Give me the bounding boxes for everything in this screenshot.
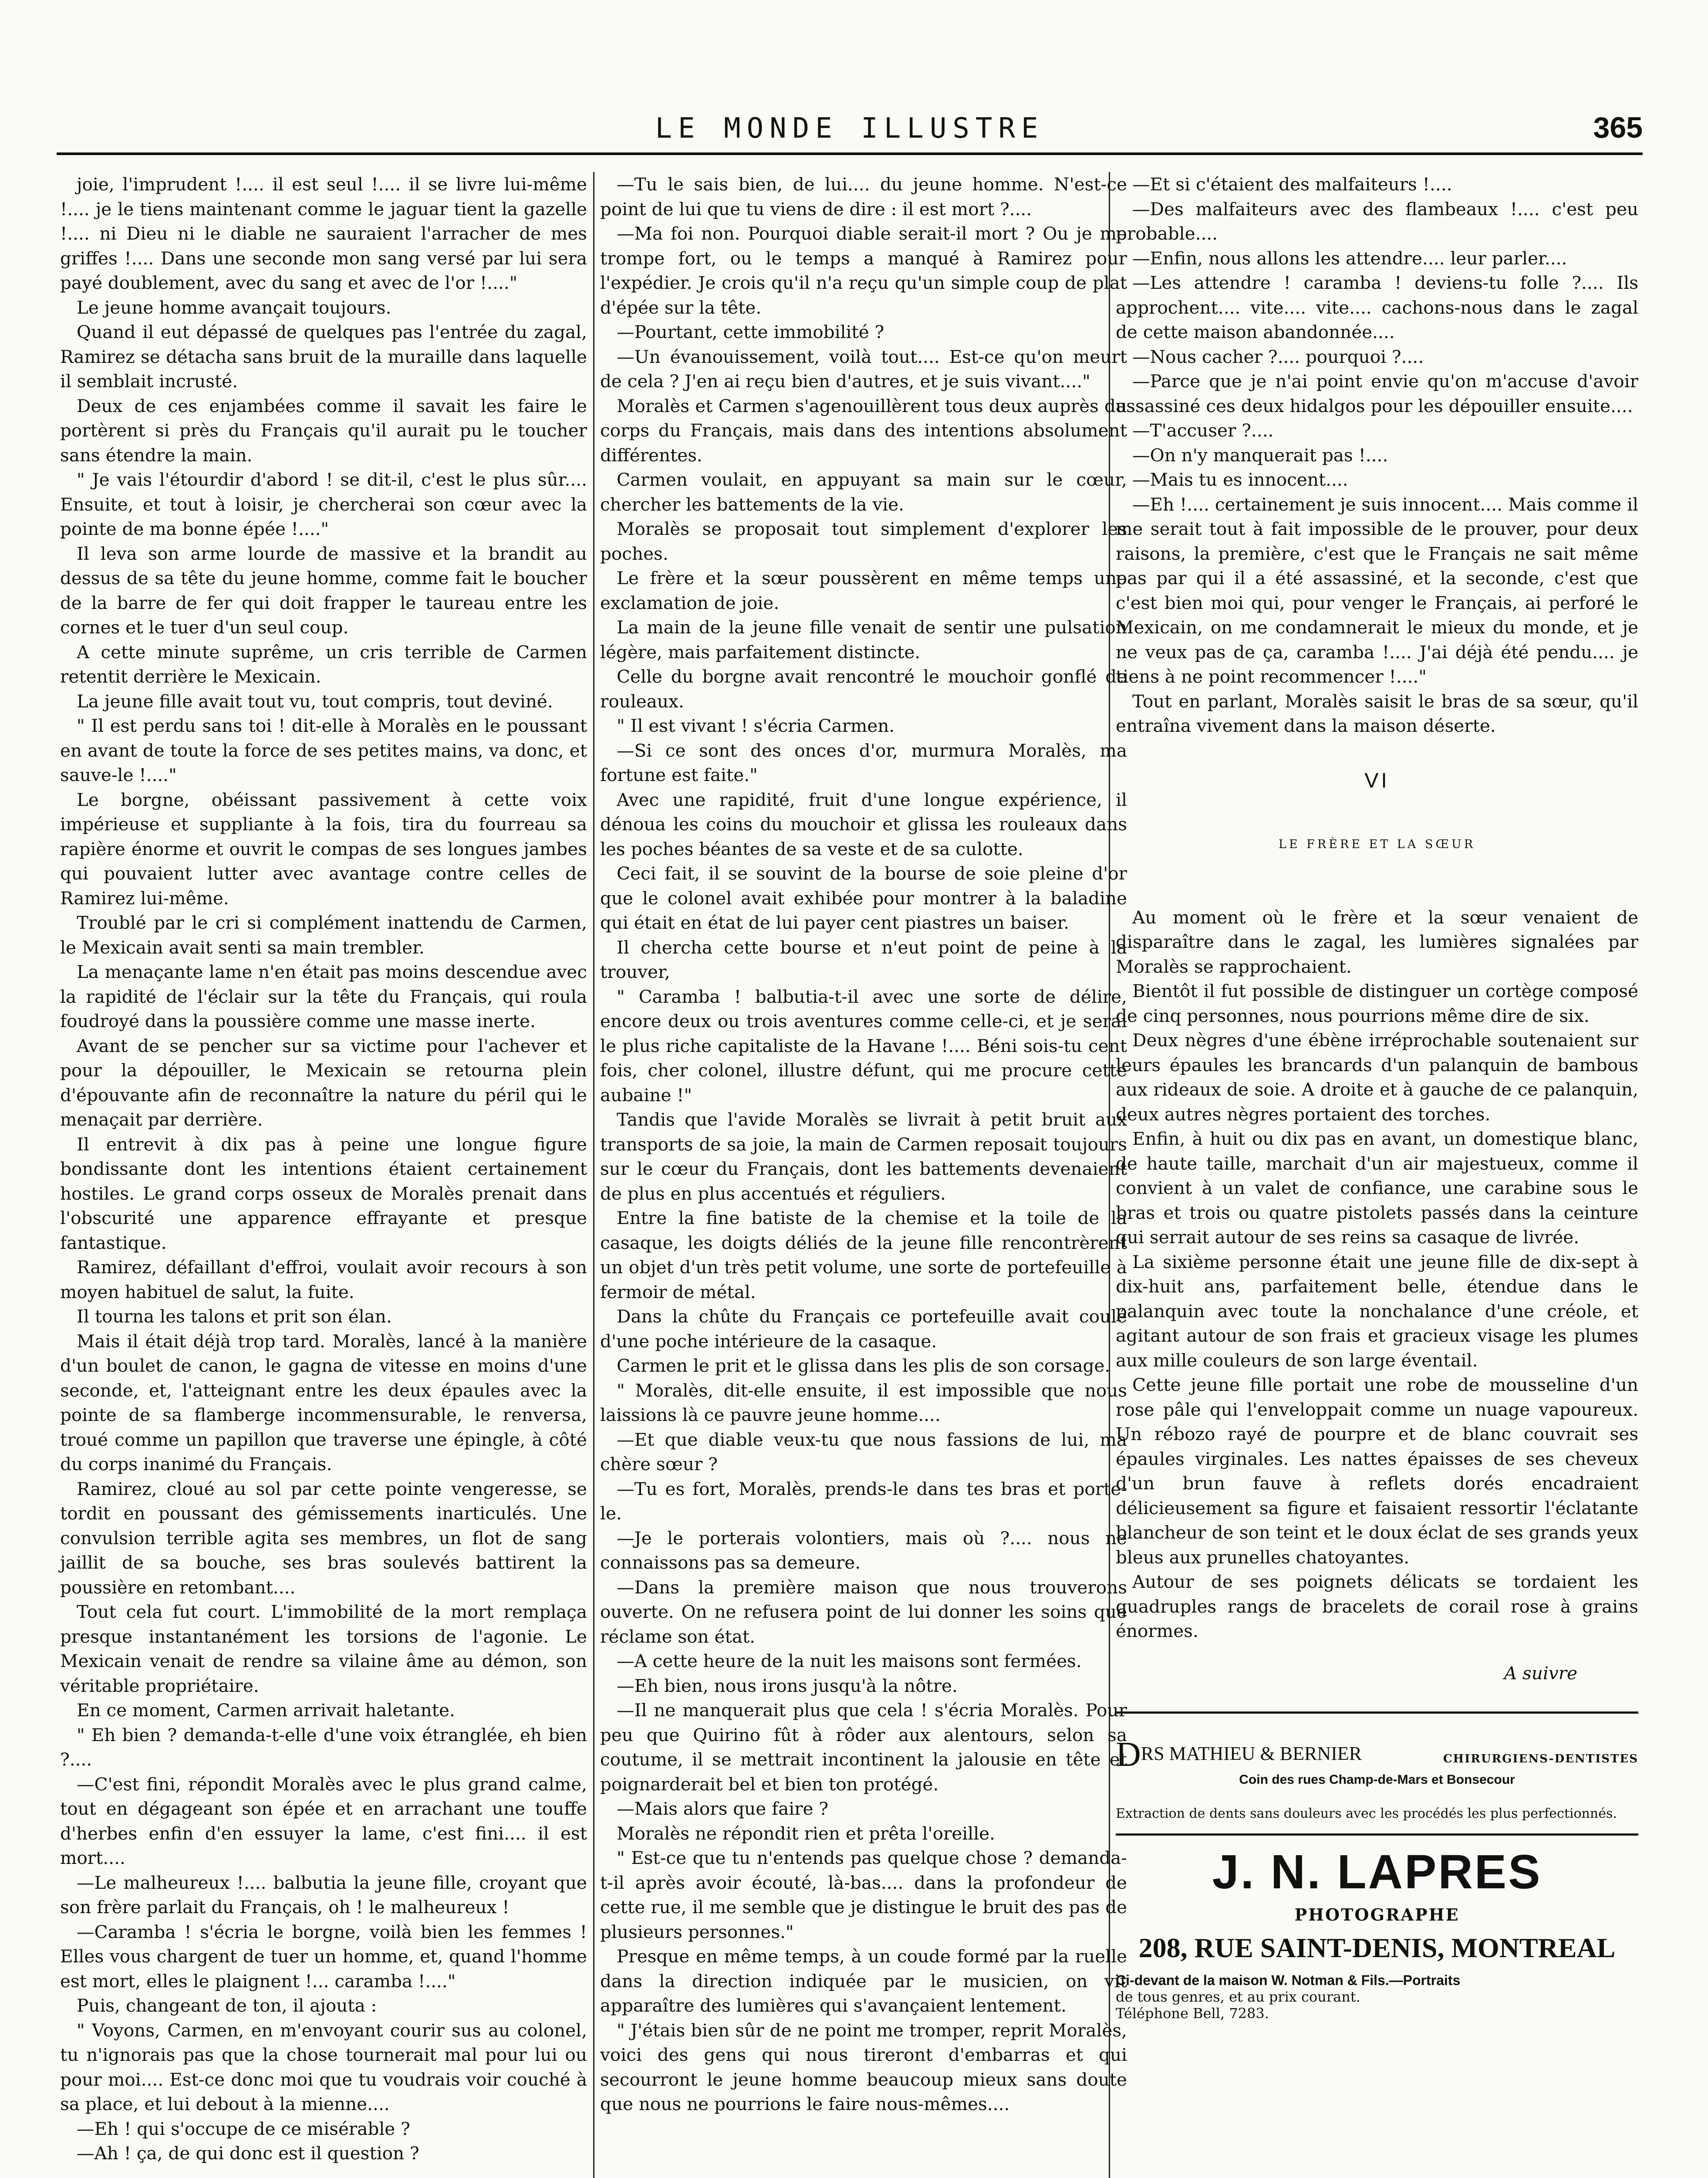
paragraph: Il leva son arme lourde de massive et la brandit au dessus de sa tête du jeune homme, comme fait le boucher de la barre de fer qui doit frapper le taureau entre les cornes et le tuer d'un seul coup. <box>60 543 587 638</box>
paragraph: Enfin, à huit ou dix pas en avant, un domestique blanc, de haute taille, marchait d'un air majestueux, comme il convient à un valet de confiance, une carabine sous le bras et trois ou quatre pistolets passés dans la ceinture qui serrait autour de ses reins sa casaque de livrée. <box>1116 1128 1638 1248</box>
paragraph: Ramirez, cloué au sol par cette pointe vengeresse, se tordit en poussant des gémissements inarticulés. Une convulsion terrible agita ses membres, un flot de sang jaillit de sa bouche, ses bras soulevés battirent la poussière en retombant.... <box>60 1478 587 1598</box>
paragraph: Au moment où le frère et la sœur venaient de disparaître dans le zagal, les lumières signalées par Moralès se rapprochaient. <box>1116 906 1638 977</box>
paragraph: Avant de se pencher sur sa victime pour l'achever et pour la dépouiller, le Mexicain se retourna plein d'épouvante afin de reconnaître la nature du péril qui le menaçait par derrière. <box>60 1035 587 1130</box>
paragraph: —Je le porterais volontiers, mais où ?.... nous ne connaissons pas sa demeure. <box>600 1527 1127 1573</box>
paragraph: —Il ne manquerait plus que cela ! s'écria Moralès. Pour peu que Quirino fût à rôder aux alentours, selon sa coutume, il se mettrait incontinent la jalousie en tête et poignarderait bel et bien ton protégé. <box>600 1700 1127 1795</box>
chapter-title: LE FRÈRE ET LA SŒUR <box>1278 838 1476 851</box>
paragraph: —A cette heure de la nuit les maisons sont fermées. <box>617 1650 1082 1671</box>
paragraph: Troublé par le cri si complément inattendu de Carmen, le Mexicain avait senti sa main trembler. <box>60 912 587 958</box>
paragraph: " Il est vivant ! s'écria Carmen. <box>617 715 895 736</box>
paragraph: Le jeune homme avançait toujours. <box>77 297 392 318</box>
paragraph: —Tu es fort, Moralès, prends-le dans tes bras et porte-le. <box>600 1478 1127 1524</box>
paragraph: —Des malfaiteurs avec des flambeaux !.... c'est peu probable.... <box>1116 198 1638 244</box>
masthead <box>57 105 1643 155</box>
paragraph: " Voyons, Carmen, en m'envoyant courir sus au colonel, tu n'ignorais pas que la chose tournerait mal pour lui ou pour moi.... Est-ce donc moi que tu voudrais voir couché à sa place, et lui debout à la mienne.... <box>60 2019 587 2114</box>
paragraph: En ce moment, Carmen arrivait haletante. <box>77 1700 455 1721</box>
paragraph: A cette minute suprême, un cris terrible de Carmen retentit derrière le Mexicain. <box>60 641 587 687</box>
to-be-continued: A suivre <box>1504 1662 1577 1684</box>
photographer-phone: Téléphone Bell, 7283. <box>1116 2005 1269 2022</box>
dentist-role: CHIRURGIENS-DENTISTES <box>1443 1752 1638 1765</box>
photographer-advertisement <box>1116 1833 1638 2022</box>
paragraph: " Caramba ! balbutia-t-il avec une sorte de délire, encore deux ou trois aventures comme celle-ci, et je serai le plus riche capitaliste de la Havane !.... Béni sois-tu cent fois, cher colonel, illustre défunt, qui me procure cette aubaine !" <box>600 986 1127 1106</box>
photographer-profession: PHOTOGRAPHE <box>1294 1904 1460 1924</box>
paragraph: Ramirez, défaillant d'effroi, voulait avoir recours à son moyen habituel de salut, la fuite. <box>60 1257 587 1302</box>
newspaper-title: LE MONDE ILLUSTRE <box>655 112 1044 145</box>
paragraph: " Moralès, dit-elle ensuite, il est impossible que nous laissions là ce pauvre jeune homme.... <box>600 1380 1127 1425</box>
paragraph: —Pourtant, cette immobilité ? <box>617 321 884 342</box>
paragraph: " Il est perdu sans toi ! dit-elle à Moralès en le poussant en avant de toute la force de ses petites mains, va donc, et sauve-le !...." <box>60 715 587 785</box>
column-3 <box>1116 172 1638 2022</box>
paragraph: Moralès se proposait tout simplement d'explorer les poches. <box>600 518 1127 564</box>
paragraph: Bientôt il fut possible de distinguer un cortège composé de cinq personnes, nous pourrions même dire de six. <box>1116 981 1638 1026</box>
paragraph: —Caramba ! s'écria le borgne, voilà bien les femmes ! Elles vous chargent de tuer un homme, et, quand l'homme est mort, elles le plaignent !... caramba !...." <box>60 1921 587 1992</box>
paragraph: Il tourna les talons et prit son élan. <box>77 1306 392 1327</box>
paragraph: Deux de ces enjambées comme il savait les faire le portèrent si près du Français qu'il aurait pu le toucher sans étendre la main. <box>60 395 587 466</box>
paragraph: Moralès et Carmen s'agenouillèrent tous deux auprès du corps du Français, mais dans des intentions absolument différentes. <box>600 395 1127 466</box>
paragraph: Presque en même temps, à un coude formé par la ruelle dans la direction indiquée par le musicien, on vit apparaître des lumières qui s'avançaient lentement. <box>600 1946 1127 2016</box>
paragraph: Ceci fait, il se souvint de la bourse de soie pleine d'or que le colonel avait exhibée pour montrer à la baladine qui était en état de lui payer cent piastres un baiser. <box>600 863 1127 933</box>
column-1 <box>60 172 587 2166</box>
paragraph: —Si ce sont des onces d'or, murmura Moralès, ma fortune est faite." <box>600 740 1127 785</box>
paragraph: " Eh bien ? demanda-t-elle d'une voix étranglée, eh bien ?.... <box>60 1724 587 1770</box>
chapter-number: VI <box>1364 769 1390 792</box>
column-rule <box>593 172 594 2178</box>
paragraph: —Enfin, nous allons les attendre.... leur parler.... <box>1132 247 1567 269</box>
paragraph: Dans la chûte du Français ce portefeuille avait coulé d'une poche intérieure de la casaque. <box>600 1306 1127 1352</box>
paragraph: —Mais tu es innocent.... <box>1132 469 1348 490</box>
paragraph: —Les attendre ! caramba ! deviens-tu folle ?.... Ils approchent.... vite.... vite.... cachons-nous dans le zagal de cette maison abandonnée.... <box>1116 272 1638 342</box>
paragraph: La sixième personne était une jeune fille de dix-sept à dix-huit ans, parfaitement belle, étendue dans le palanquin avec toute la nonchalance d'une créole, et agitant autour de son frais et gracieux visage les plumes aux mille couleurs de son large éventail. <box>1116 1251 1638 1371</box>
paragraph: —T'accuser ?.... <box>1132 420 1274 441</box>
paragraph: Puis, changeant de ton, il ajouta : <box>77 1995 377 2016</box>
paragraph: Mais il était déjà trop tard. Moralès, lancé à la manière d'un boulet de canon, le gagna de vitesse en moins d'une seconde, et, l'atteignant entre les deux épaules avec la pointe de sa flamberge incommensurable, le renversa, troué comme un papillon que traverse une épingle, à côté du corps inanimé du Français. <box>60 1330 587 1475</box>
page-number: 365 <box>1593 111 1643 144</box>
paragraph: —Nous cacher ?.... pourquoi ?.... <box>1132 346 1424 367</box>
photographer-former-house: Ci-devant de la maison W. Notman & Fils.—Portraits <box>1116 1972 1461 1988</box>
paragraph: Il chercha cette bourse et n'eut point de peine à la trouver, <box>600 937 1127 982</box>
paragraph: Moralès ne répondit rien et prêta l'oreille. <box>617 1823 996 1844</box>
paragraph: —Ah ! ça, de qui donc est il question ? <box>77 2143 419 2164</box>
paragraph: Entre la fine batiste de la chemise et la toile de la casaque, les doigts déliés de la jeune fille rencontrèrent un objet d'un très petit volume, une sorte de portefeuille à fermoir de métal. <box>600 1207 1127 1302</box>
paragraph: —Eh bien, nous irons jusqu'à la nôtre. <box>617 1675 958 1696</box>
paragraph: —C'est fini, répondit Moralès avec le plus grand calme, tout en dégageant son épée et en arrachant une touffe d'herbes enfin d'en essuyer la lame, c'est fini.... il est mort.... <box>60 1773 587 1868</box>
paragraph: " Je vais l'étourdir d'abord ! se dit-il, c'est le plus sûr.... Ensuite, et tout à loisir, je chercherai son cœur avec la pointe de ma bonne épée !...." <box>60 469 587 539</box>
paragraph: —Un évanouissement, voilà tout.... Est-ce qu'on meurt de cela ? J'en ai reçu bien d'autres, et je suis vivant...." <box>600 346 1127 392</box>
paragraph: —Mais alors que faire ? <box>617 1798 829 1819</box>
dentist-names-text: RS MATHIEU & BERNIER <box>1141 1743 1362 1764</box>
paragraph: Tout en parlant, Moralès saisit le bras de sa sœur, qu'il entraîna vivement dans la maison déserte. <box>1116 690 1638 736</box>
paragraph: Avec une rapidité, fruit d'une longue expérience, il dénoua les coins du mouchoir et glissa les rouleaux dans les poches béantes de sa veste et de sa culotte. <box>600 789 1127 859</box>
photographer-address: 208, RUE SAINT-DENIS, MONTREAL <box>1138 1932 1616 1963</box>
paragraph: La jeune fille avait tout vu, tout compris, tout deviné. <box>77 690 553 712</box>
paragraph: —Tu le sais bien, de lui.... du jeune homme. N'est-ce point de lui que tu viens de dire : il est mort ?.... <box>600 174 1127 220</box>
paragraph: —Ma foi non. Pourquoi diable serait-il mort ? Ou je me trompe fort, ou le temps a manqué à Ramirez pour l'expédier. Je crois qu'il n'a reçu qu'un simple coup de plat d'épée sur la tête. <box>600 223 1127 318</box>
paragraph: Il entrevit à dix pas à peine une longue figure bondissante dont les intentions étaient certainement hostiles. Le grand corps osseux de Moralès prenait dans l'obscurité une apparence effrayante et presque fantastique. <box>60 1133 587 1253</box>
paragraph: La menaçante lame n'en était pas moins descendue avec la rapidité de l'éclair sur la tête du Français, qui roula foudroyé dans la poussière comme une masse inerte. <box>60 961 587 1032</box>
paragraph: Carmen voulait, en appuyant sa main sur le cœur, chercher les battements de la vie. <box>600 469 1127 515</box>
paragraph: Tout cela fut court. L'immobilité de la mort remplaça presque instantanément les torsions de l'agonie. Le Mexicain venait de rendre sa vilaine âme au démon, son véritable propriétaire. <box>60 1601 587 1696</box>
paragraph: —Et que diable veux-tu que nous fassions de lui, ma chère sœur ? <box>600 1429 1127 1475</box>
paragraph: —Eh ! qui s'occupe de ce misérable ? <box>77 2118 410 2139</box>
paragraph: Deux nègres d'une ébène irréprochable soutenaient sur leurs épaules les brancards d'un palanquin de bambous aux rideaux de soie. A droite et à gauche de ce palanquin, deux autres nègres portaient des torches. <box>1116 1030 1638 1125</box>
photographer-prices: de tous genres, et au prix courant. <box>1116 1988 1360 2005</box>
paragraph: —Et si c'étaient des malfaiteurs !.... <box>1132 174 1452 195</box>
paragraph: joie, l'imprudent !.... il est seul !.... il se livre lui-même !.... je le tiens maintenant comme le jaguar tient la gazelle !.... ni Dieu ni le diable ne sauraient l'arracher de mes griffes !.... Dans une seconde mon sang versé par lui sera payé doublement, avec du sang et avec de l'or !...." <box>60 174 587 293</box>
paragraph: Celle du borgne avait rencontré le mouchoir gonflé de rouleaux. <box>600 666 1127 712</box>
dentist-initial: D <box>1116 1735 1141 1774</box>
dentist-advertisement <box>1116 1711 1638 1822</box>
paragraph: —Parce que je n'ai point envie qu'on m'accuse d'avoir assassiné ces deux hidalgos pour les dépouiller ensuite.... <box>1116 371 1638 416</box>
paragraph: Le frère et la sœur poussèrent en même temps une exclamation de joie. <box>600 568 1127 613</box>
paragraph: Autour de ses poignets délicats se tordaient les quadruples rangs de bracelets de corail rose à grains énormes. <box>1116 1571 1638 1641</box>
dentist-text: Extraction de dents sans douleurs avec les procédés les plus perfectionnés. <box>1116 1806 1617 1821</box>
dentist-names <box>1116 1731 1362 1774</box>
paragraph: —Dans la première maison que nous trouverons ouverte. On ne refusera point de lui donner les soins que réclame son état. <box>600 1576 1127 1647</box>
photographer-name: J. N. LAPRES <box>1212 1845 1542 1899</box>
paragraph: Cette jeune fille portait une robe de mousseline d'un rose pâle qui l'enveloppait comme un nuage vapoureux. Un rébozo rayé de pourpre et de blanc couvrait ses épaules virginales. Les nattes épaisses de ses cheveux d'un brun fauve à reflets dorés encadraient délicieusement sa figure et faisaient ressortir l'éclatante blancheur de son teint et le doux éclat de ses grands yeux bleus aux prunelles chatoyantes. <box>1116 1374 1638 1568</box>
paragraph: Tandis que l'avide Moralès se livrait à petit bruit aux transports de sa joie, la main de Carmen reposait toujours sur le cœur du Français, dont les battements devenaient de plus en plus accentués et réguliers. <box>600 1109 1127 1204</box>
column-2 <box>600 172 1127 2117</box>
paragraph: La main de la jeune fille venait de sentir une pulsation légère, mais parfaitement distincte. <box>600 617 1127 663</box>
paragraph: " Est-ce que tu n'entends pas quelque chose ? demanda-t-il après avoir écouté, là-bas.... dans la profondeur de cette rue, il me semble que je distingue le bruit des pas de plusieurs personnes." <box>600 1847 1127 1942</box>
paragraph: Le borgne, obéissant passivement à cette voix impérieuse et suppliante à la fois, tira du fourreau sa rapière énorme et ouvrit le compas de ses longues jambes qui pouvaient lutter avec avantage contre celles de Ramirez lui-même. <box>60 789 587 909</box>
paragraph: Carmen le prit et le glissa dans les plis de son corsage. <box>617 1355 1111 1376</box>
paragraph: —Le malheureux !.... balbutia la jeune fille, croyant que son frère parlait du Français, oh ! le malheureux ! <box>60 1872 587 1918</box>
dentist-location: Coin des rues Champ-de-Mars et Bonsecour <box>1239 1772 1515 1787</box>
paragraph: Quand il eut dépassé de quelques pas l'entrée du zagal, Ramirez se détacha sans bruit de la muraille dans laquelle il semblait incrusté. <box>60 321 587 392</box>
paragraph: —Eh !.... certainement je suis innocent.... Mais comme il me serait tout à fait impossible de le prouver, pour deux raisons, la première, c'est que le Français ne sait même pas par qui il a été assassiné, et la seconde, c'est que c'est bien moi qui, pour venger le Français, ai perforé le Mexicain, on me condamnerait le mieux du monde, et je ne veux pas de ça, caramba !.... J'ai déjà été pendu.... je tiens à ne point recommencer !...." <box>1116 494 1638 687</box>
paragraph: —On n'y manquerait pas !.... <box>1132 444 1388 466</box>
paragraph: " J'étais bien sûr de ne point me tromper, reprit Moralès, voici des gens qui nous tireront d'embarras et qui secourront le jeune homme beaucoup mieux sans doute que nous ne pourrions le faire nous-mêmes.... <box>600 2019 1127 2114</box>
